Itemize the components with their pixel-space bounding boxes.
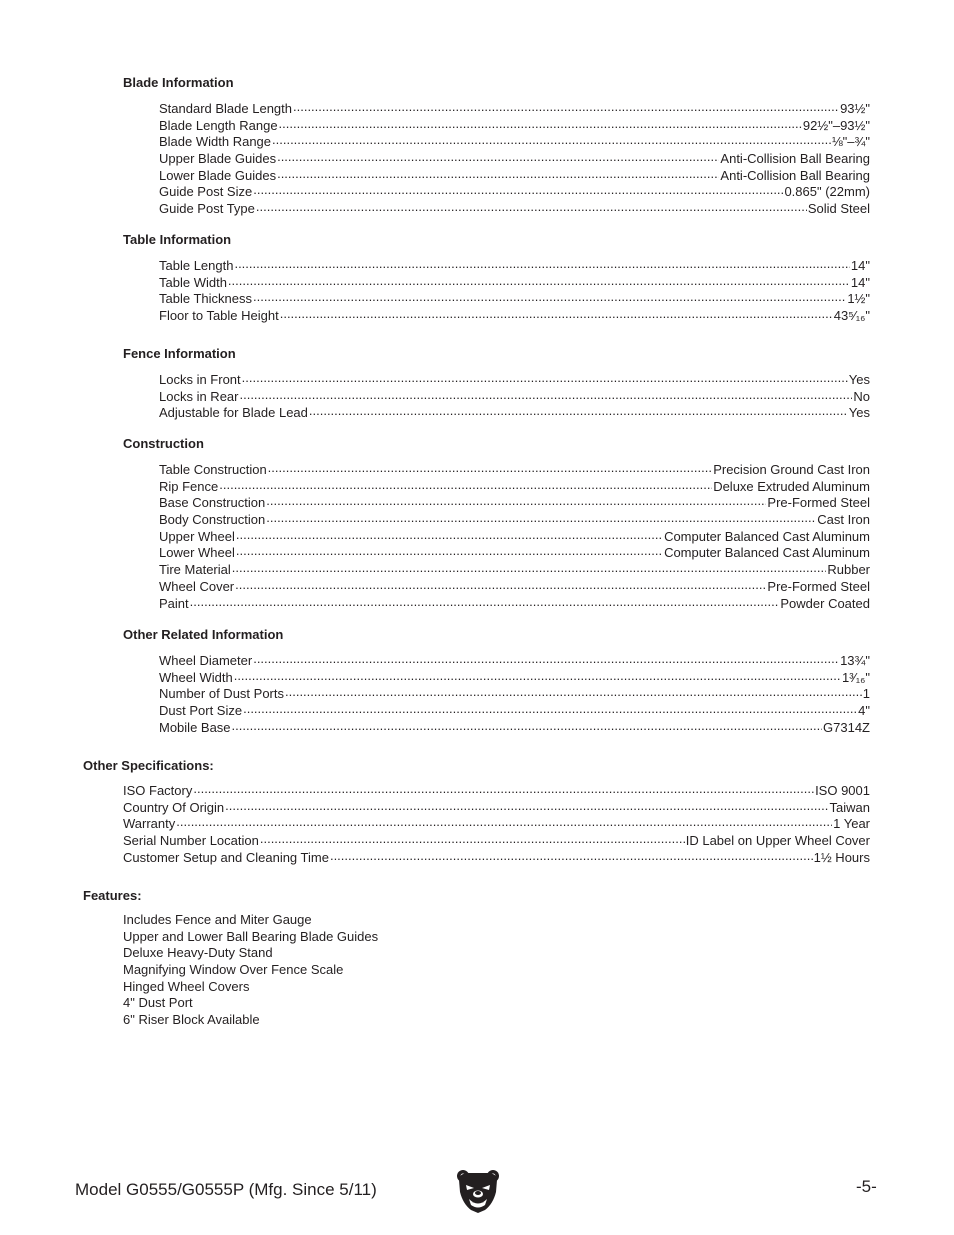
spec-label: Table Construction (159, 462, 267, 477)
spec-label: ISO Factory (123, 783, 193, 798)
spec-label: Customer Setup and Cleaning Time (123, 849, 329, 865)
spec-label: Dust Port Size (159, 703, 243, 719)
section-title: Table Information (123, 232, 232, 247)
other-related-information-section (123, 627, 870, 734)
dot-leader (234, 668, 841, 682)
dot-leader (330, 848, 813, 862)
dot-leader (280, 306, 833, 320)
spec-value: Precision Ground Cast Iron (713, 462, 870, 477)
spec-label: Guide Post Type (159, 201, 255, 217)
dot-leader (293, 99, 839, 113)
dot-leader (193, 781, 814, 795)
spec-label: Standard Blade Length (159, 101, 292, 116)
spec-label: Country Of Origin (123, 799, 225, 815)
dot-leader (253, 289, 846, 303)
spec-row (159, 577, 870, 594)
dot-leader (277, 166, 719, 180)
spec-row (159, 199, 870, 216)
spec-row (159, 273, 870, 290)
spec-value: 1³⁄₁₆" (842, 669, 870, 685)
section-title: Other Related Information (123, 627, 284, 642)
spec-label: Body Construction (159, 512, 266, 528)
dot-leader (266, 493, 766, 507)
spec-row (159, 527, 870, 544)
spec-row (159, 460, 870, 477)
spec-row (159, 477, 870, 494)
spec-value: 0.865" (22mm) (784, 184, 870, 200)
spec-label: Wheel Cover (159, 578, 235, 594)
spec-value: Anti-Collision Ball Bearing (720, 167, 870, 183)
dot-leader (256, 199, 807, 213)
spec-label: Lower Wheel (159, 545, 235, 561)
spec-row (159, 668, 870, 685)
spec-label: Floor to Table Height (159, 308, 279, 324)
feature-item: Includes Fence and Miter Gauge (123, 912, 312, 927)
spec-value: ID Label on Upper Wheel Cover (685, 833, 870, 849)
spec-row (159, 684, 870, 701)
spec-row (123, 831, 870, 848)
table-information-section (123, 232, 870, 323)
dot-leader (190, 594, 780, 608)
spec-row (159, 701, 870, 718)
spec-label: Tire Material (159, 562, 231, 578)
dot-leader (236, 543, 663, 557)
dot-leader (285, 684, 862, 698)
spec-row (159, 403, 870, 420)
dot-leader (228, 273, 850, 287)
grizzly-bear-head-icon (455, 1168, 501, 1214)
spec-value: 92½"–93½" (802, 117, 870, 133)
feature-item: 6" Riser Block Available (123, 1012, 260, 1028)
spec-value: G7314Z (823, 719, 870, 735)
spec-value: No (853, 388, 870, 404)
spec-row (159, 289, 870, 306)
spec-label: Upper Blade Guides (159, 151, 277, 167)
dot-leader (176, 814, 832, 828)
other-specifications-section (83, 758, 870, 864)
spec-row (123, 781, 870, 798)
spec-value: 14" (850, 258, 870, 273)
spec-label: Base Construction (159, 495, 266, 511)
feature-item: 4" Dust Port (123, 995, 193, 1011)
spec-row (159, 718, 870, 735)
section-title: Construction (123, 436, 204, 451)
dot-leader (219, 477, 712, 491)
spec-label: Lower Blade Guides (159, 167, 277, 183)
spec-value: Pre-Formed Steel (767, 578, 870, 594)
features-section (83, 888, 870, 1029)
dot-leader (236, 527, 663, 541)
spec-row (159, 99, 870, 116)
spec-row (123, 798, 870, 815)
spec-value: 13¾" (840, 653, 870, 668)
spec-label: Number of Dust Ports (159, 686, 284, 702)
spec-label: Wheel Diameter (159, 653, 253, 668)
spec-label: Blade Length Range (159, 117, 278, 133)
dot-leader (253, 182, 783, 196)
dot-leader (260, 831, 685, 845)
spec-row (159, 182, 870, 199)
spec-row (159, 306, 870, 323)
dot-leader (234, 256, 849, 270)
section-title: Other Specifications: (83, 758, 214, 773)
dot-leader (235, 577, 766, 591)
spec-value: Taiwan (829, 799, 870, 815)
spec-label: Mobile Base (159, 719, 231, 735)
spec-value: Pre-Formed Steel (767, 495, 870, 511)
section-title: Fence Information (123, 346, 236, 361)
spec-value: Computer Balanced Cast Aluminum (664, 528, 870, 544)
spec-value: Cast Iron (817, 512, 870, 528)
spec-value: Deluxe Extruded Aluminum (713, 478, 870, 494)
dot-leader (277, 149, 719, 163)
spec-label: Rip Fence (159, 478, 219, 494)
spec-row (159, 370, 870, 387)
spec-row (159, 116, 870, 133)
spec-value: 1 Year (833, 816, 870, 832)
spec-value: 1½" (847, 291, 870, 307)
spec-row (159, 594, 870, 611)
spec-label: Serial Number Location (123, 833, 259, 849)
spec-label: Warranty (123, 816, 176, 832)
dot-leader (266, 510, 816, 524)
spec-value: Powder Coated (780, 595, 870, 611)
feature-item: Upper and Lower Ball Bearing Blade Guides (123, 928, 379, 944)
spec-row (159, 651, 870, 668)
spec-value: 43⁵⁄₁₆" (833, 308, 870, 324)
spec-value: Rubber (827, 562, 870, 578)
spec-value: 1½ Hours (813, 849, 870, 865)
dot-leader (268, 460, 713, 474)
spec-value: ISO 9001 (815, 783, 870, 798)
dot-leader (225, 798, 828, 812)
spec-label: Table Length (159, 258, 234, 273)
dot-leader (242, 370, 848, 384)
spec-row (159, 132, 870, 149)
spec-value: Yes (848, 372, 870, 387)
dot-leader (253, 651, 839, 665)
dot-leader (279, 116, 802, 130)
dot-leader (239, 387, 852, 401)
dot-leader (232, 560, 827, 574)
footer-model-label: Model G0555/G0555P (Mfg. Since 5/11) (75, 1180, 377, 1199)
dot-leader (232, 718, 822, 732)
spec-row (159, 543, 870, 560)
spec-value: Solid Steel (807, 201, 870, 217)
dot-leader (309, 403, 848, 417)
spec-row (159, 256, 870, 273)
spec-label: Blade Width Range (159, 134, 272, 150)
spec-label: Paint (159, 595, 189, 611)
spec-label: Table Width (159, 274, 227, 290)
spec-row (159, 149, 870, 166)
feature-item: Hinged Wheel Covers (123, 978, 250, 994)
spec-label: Locks in Rear (159, 388, 239, 404)
spec-row (159, 493, 870, 510)
spec-row (159, 166, 870, 183)
spec-row (123, 814, 870, 831)
dot-leader (272, 132, 831, 146)
spec-label: Locks in Front (159, 372, 241, 387)
feature-item: Magnifying Window Over Fence Scale (123, 962, 344, 978)
spec-value: ⅛"–¾" (831, 134, 870, 150)
page-number: -5- (856, 1177, 877, 1196)
fence-information-section (123, 346, 870, 420)
spec-label: Wheel Width (159, 669, 233, 685)
section-title: Features: (83, 888, 142, 903)
spec-row (159, 387, 870, 404)
blade-information-section (123, 75, 870, 216)
spec-value: Yes (848, 405, 870, 421)
feature-item: Deluxe Heavy-Duty Stand (123, 945, 273, 961)
spec-row (123, 848, 870, 865)
spec-value: Computer Balanced Cast Aluminum (664, 545, 870, 561)
spec-row (159, 560, 870, 577)
spec-value: 14" (850, 274, 870, 290)
spec-value: 1 (862, 686, 870, 702)
spec-value: Anti-Collision Ball Bearing (720, 151, 870, 167)
construction-section (123, 436, 870, 610)
spec-row (159, 510, 870, 527)
spec-label: Adjustable for Blade Lead (159, 405, 308, 421)
spec-label: Upper Wheel (159, 528, 235, 544)
spec-label: Guide Post Size (159, 184, 253, 200)
section-title: Blade Information (123, 75, 234, 90)
spec-value: 4" (858, 703, 870, 719)
spec-value: 93½" (840, 101, 870, 116)
dot-leader (243, 701, 857, 715)
spec-label: Table Thickness (159, 291, 252, 307)
